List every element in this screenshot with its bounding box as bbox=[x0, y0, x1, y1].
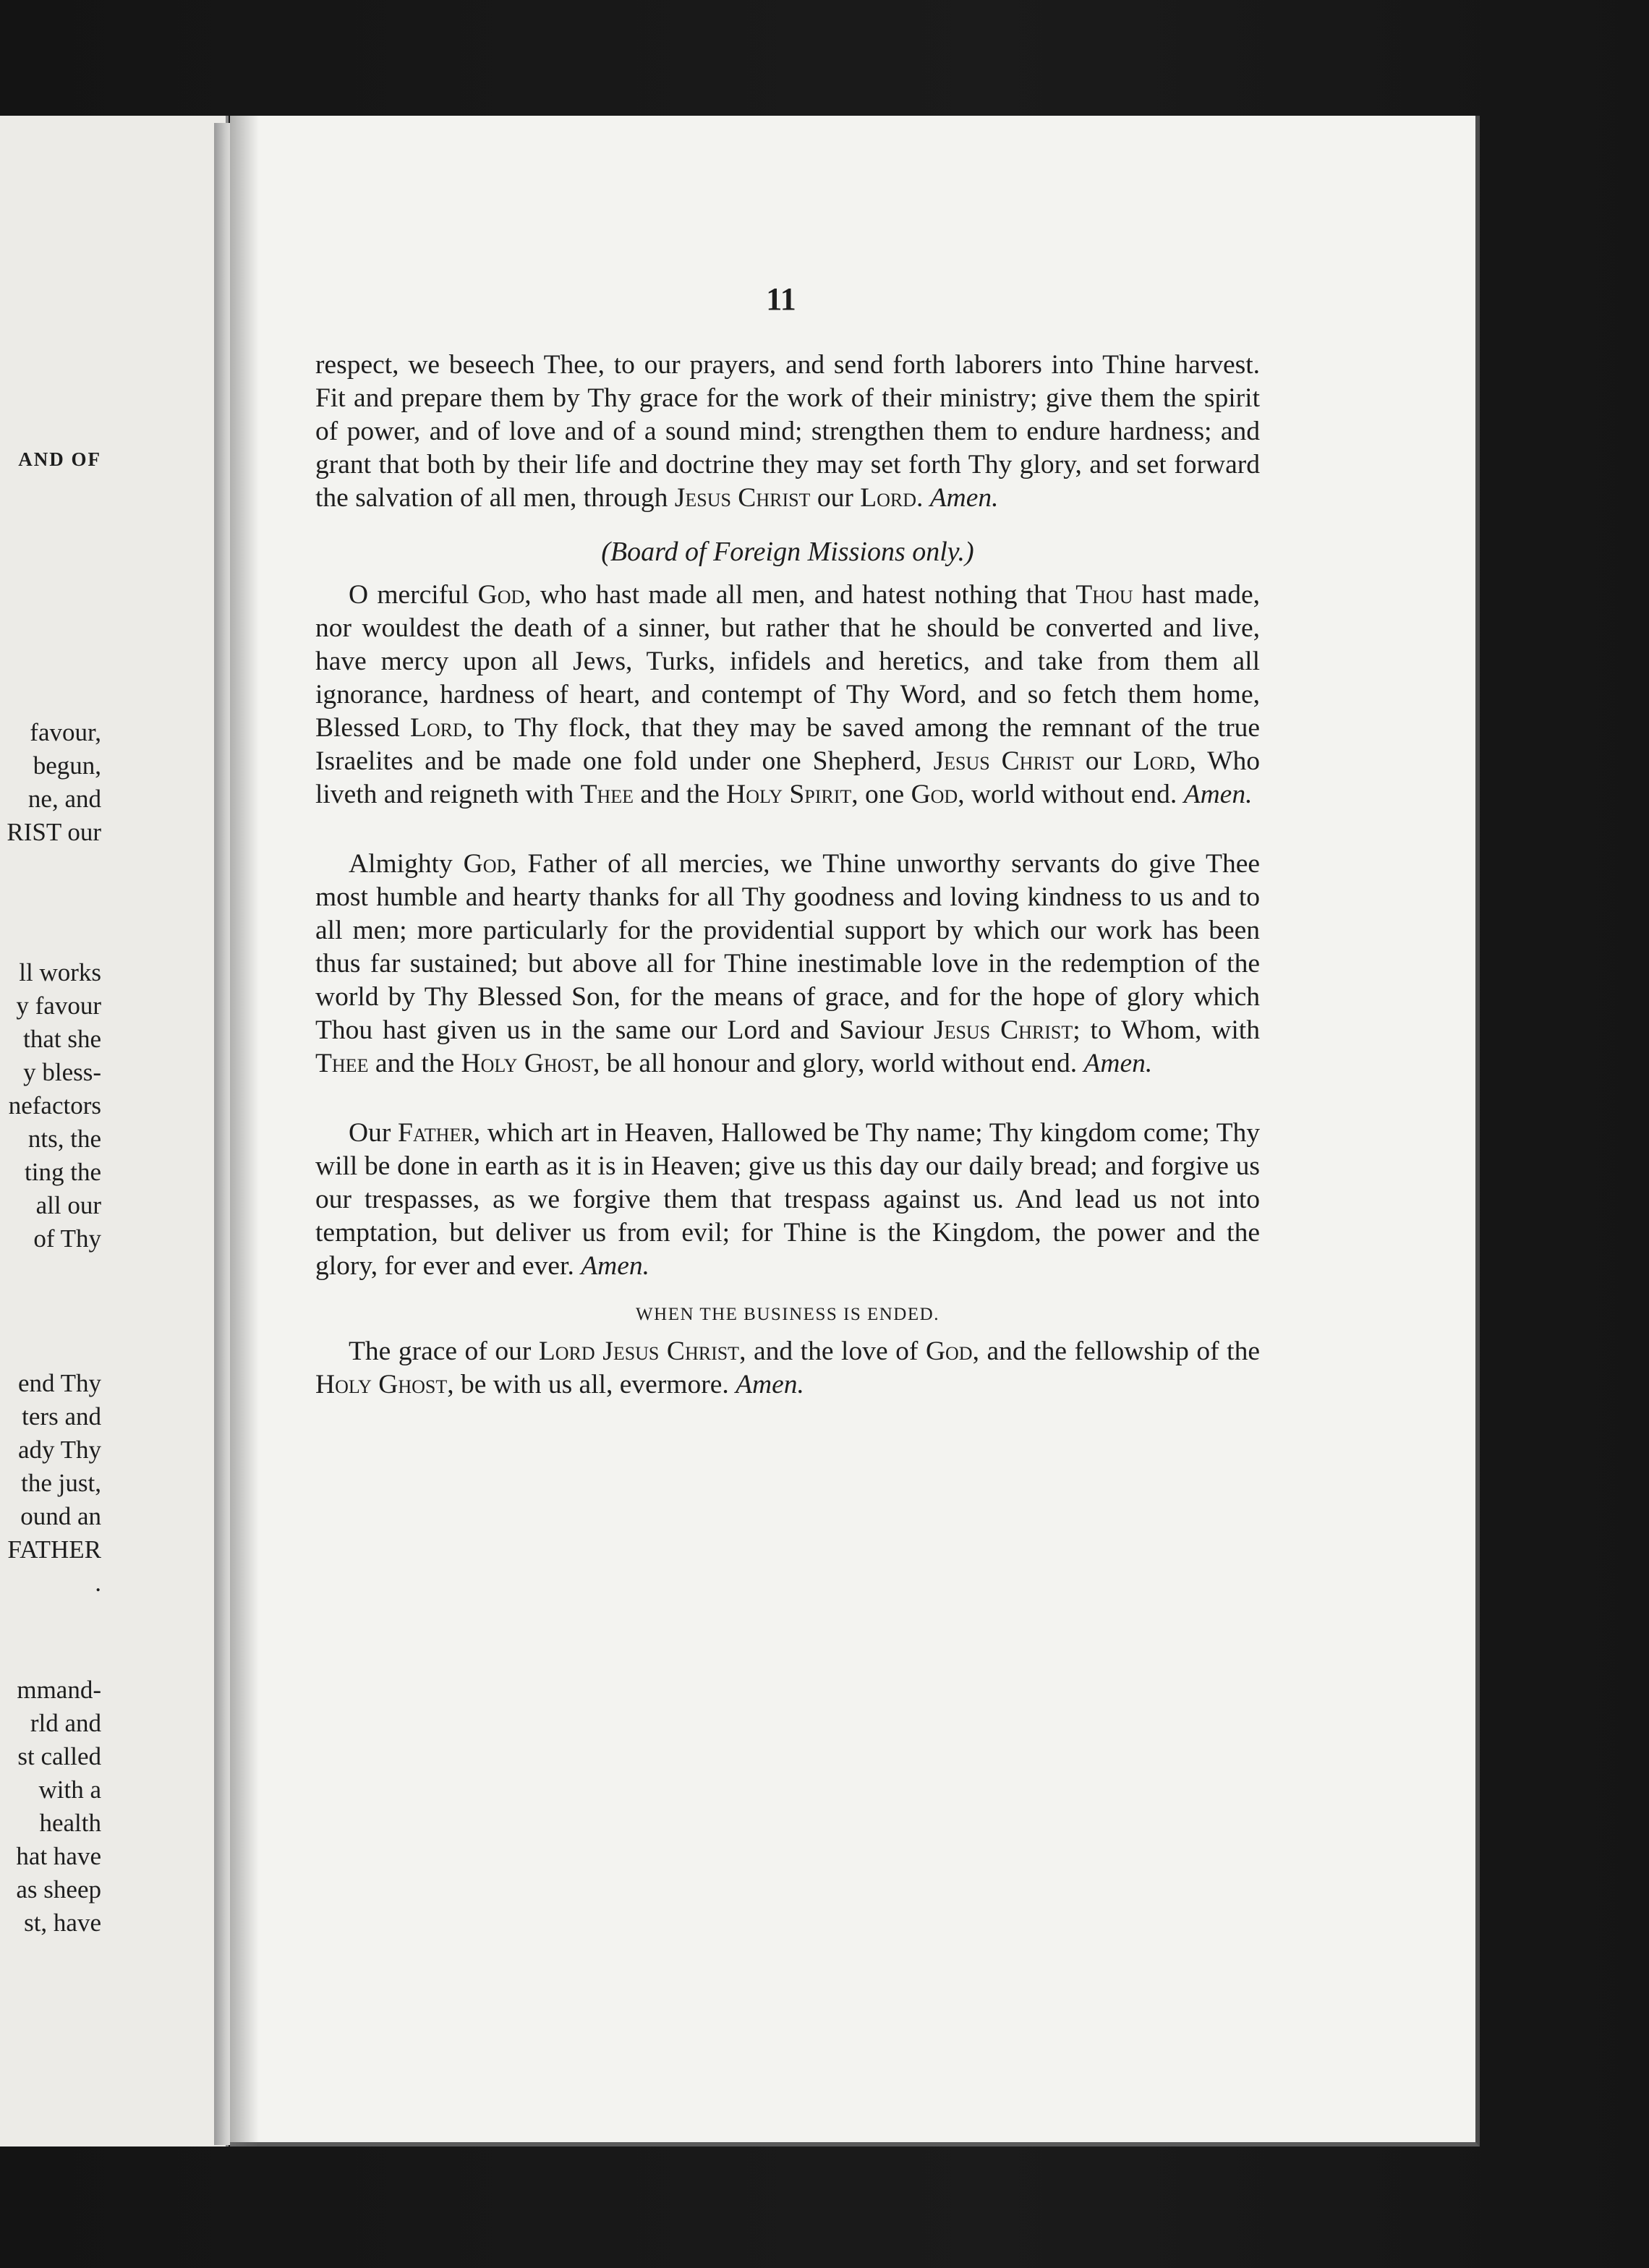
previous-page-line: health bbox=[39, 1809, 101, 1837]
previous-page-line: favour, bbox=[30, 718, 101, 746]
previous-page-line: ne, and bbox=[27, 785, 101, 813]
previous-page-line: ound an bbox=[20, 1502, 101, 1530]
previous-page-line: with a bbox=[38, 1775, 101, 1804]
page-edge-shadow bbox=[230, 116, 259, 2146]
section-heading: (Board of Foreign Missions only.) bbox=[601, 537, 974, 567]
page-body bbox=[315, 349, 1260, 1402]
text-run: and the bbox=[634, 780, 727, 809]
previous-page-line: of Thy bbox=[33, 1224, 101, 1253]
text-run: O merciful bbox=[349, 580, 478, 610]
small-caps-text: Father bbox=[398, 1118, 474, 1148]
text-run: . bbox=[916, 483, 930, 513]
text-run: , who hast made all men, and hatest nothing that bbox=[524, 580, 1076, 610]
amen-text: Amen. bbox=[581, 1251, 649, 1281]
prayer-grace bbox=[315, 1335, 1260, 1402]
small-caps-text: Lord bbox=[860, 483, 917, 513]
previous-page-line: nefactors bbox=[8, 1091, 101, 1120]
previous-page-line: ting the bbox=[25, 1158, 101, 1186]
text-run: Almighty bbox=[349, 849, 464, 879]
previous-page-line: y bless- bbox=[23, 1058, 101, 1086]
previous-page-line: all our bbox=[35, 1191, 101, 1219]
text-run: , and the love of bbox=[739, 1336, 926, 1366]
text-run: our bbox=[810, 483, 861, 513]
text-run: respect, we beseech Thee, to our prayers, and send forth laborers into Thine harvest. Fit and prepare them by Thy grace for the work of their ministry; give them the spirit of power, and of love and of a sound mind; strengthen them to endure hardness; and grant that both by their life and doctrine they may set forth Thy glory, and set forward the salvation of all men, through bbox=[315, 350, 1260, 513]
continued-paragraph bbox=[315, 349, 1260, 515]
text-run: , be all honour and glory, world without end. bbox=[592, 1049, 1084, 1078]
previous-page-line: ady Thy bbox=[17, 1436, 101, 1464]
text-run: , Father of all mercies, we Thine unworthy servants do give Thee most humble and hearty thanks for all Thy goodness and loving kindness to us and to all men; more particularly for the providential support by which our work has been thus far sustained; but above all for Thine inestimable love in the redemption of the world by Thy Blessed Son, for the means of grace, and for the hope of glory which Thou hast given us in the same our Lord and Saviour bbox=[315, 849, 1261, 1045]
small-caps-text: Jesus Christ bbox=[674, 483, 811, 513]
text-run: The grace of our bbox=[349, 1336, 539, 1366]
small-caps-text: Jesus Christ bbox=[934, 1015, 1073, 1045]
closing-heading: WHEN THE BUSINESS IS ENDED. bbox=[636, 1305, 939, 1324]
small-caps-text: Holy Ghost bbox=[461, 1049, 593, 1078]
text-run: , and the fellowship of the bbox=[972, 1336, 1260, 1366]
amen-text: Amen. bbox=[1083, 1049, 1153, 1078]
previous-page-line: the just, bbox=[21, 1469, 101, 1497]
previous-page-line: AND OF bbox=[18, 448, 101, 470]
text-run: , to Thy flock, that they may be saved among the remnant of the true Israelites and be made one fold under one Shepherd, bbox=[315, 713, 1260, 776]
small-caps-text: Lord bbox=[1133, 746, 1190, 776]
previous-page-line: y favour bbox=[16, 992, 101, 1020]
text-run: and the bbox=[368, 1049, 461, 1078]
small-caps-text: Lord Jesus Christ bbox=[538, 1336, 740, 1366]
text-run: , Who liveth and reigneth with bbox=[315, 746, 1260, 809]
small-caps-text: Holy Spirit bbox=[726, 780, 852, 809]
previous-page-line: as sheep bbox=[16, 1875, 101, 1904]
small-caps-text: God bbox=[925, 1336, 973, 1366]
previous-page-fragment bbox=[0, 116, 229, 2146]
previous-page-line: end Thy bbox=[17, 1369, 101, 1397]
text-run: Our bbox=[349, 1118, 399, 1148]
amen-text: Amen. bbox=[929, 483, 999, 513]
text-run: our bbox=[1073, 746, 1133, 776]
previous-page-line: that she bbox=[23, 1025, 101, 1053]
previous-page-line: RIST our bbox=[7, 818, 101, 846]
previous-page-line: ll works bbox=[19, 958, 101, 986]
small-caps-text: Jesus Christ bbox=[933, 746, 1074, 776]
text-run: , world without end. bbox=[958, 780, 1184, 809]
small-caps-text: God bbox=[463, 849, 511, 879]
text-run: , be with us all, evermore. bbox=[447, 1370, 736, 1399]
small-caps-text: Thou bbox=[1075, 580, 1133, 610]
small-caps-text: God bbox=[911, 780, 958, 809]
small-caps-text: Thee bbox=[580, 780, 634, 809]
text-run: hast made, nor wouldest the death of a sinner, but rather that he should be converted and live, have mercy upon all Jews, Turks, infidels and heretics, and take from them all ignorance, hardness of heart, and contempt of Thy Word, and so fetch them home, Blessed bbox=[315, 580, 1260, 743]
page-number: 11 bbox=[766, 281, 796, 317]
previous-page-line: rld and bbox=[30, 1709, 101, 1737]
previous-page-line: ters and bbox=[22, 1402, 101, 1431]
small-caps-text: God bbox=[477, 580, 525, 610]
amen-text: Amen. bbox=[736, 1370, 804, 1399]
previous-page-line: hat have bbox=[16, 1842, 101, 1870]
amen-text: Amen. bbox=[1183, 780, 1253, 809]
text-run: , which art in Heaven, Hallowed be Thy name; Thy kingdom come; Thy will be done in earth as it is in Heaven; give us this day our daily bread; and forgive us our trespasses, as we forgive them that trespass against us. And lead us not into temptation, but deliver us from evil; for Thine is the Kingdom, the power and the glory, for ever and ever. bbox=[315, 1118, 1260, 1281]
prayer-foreign-missions bbox=[315, 579, 1260, 811]
previous-page-line: st called bbox=[17, 1742, 101, 1770]
small-caps-text: Thee bbox=[315, 1049, 369, 1078]
previous-page-line: st, have bbox=[24, 1909, 101, 1937]
text-run: , one bbox=[851, 780, 911, 809]
previous-page-line: begun, bbox=[33, 751, 101, 780]
previous-page-line: mmand- bbox=[17, 1676, 101, 1704]
previous-page-line: nts, the bbox=[27, 1125, 101, 1153]
prayer-lords-prayer bbox=[315, 1117, 1260, 1283]
previous-page-line: . bbox=[95, 1569, 101, 1597]
small-caps-text: Lord bbox=[409, 713, 466, 743]
small-caps-text: Holy Ghost bbox=[315, 1370, 448, 1399]
text-run: ; to Whom, with bbox=[1073, 1015, 1260, 1045]
prayer-thanksgiving bbox=[315, 848, 1260, 1080]
previous-page-line: FATHER bbox=[7, 1535, 101, 1564]
